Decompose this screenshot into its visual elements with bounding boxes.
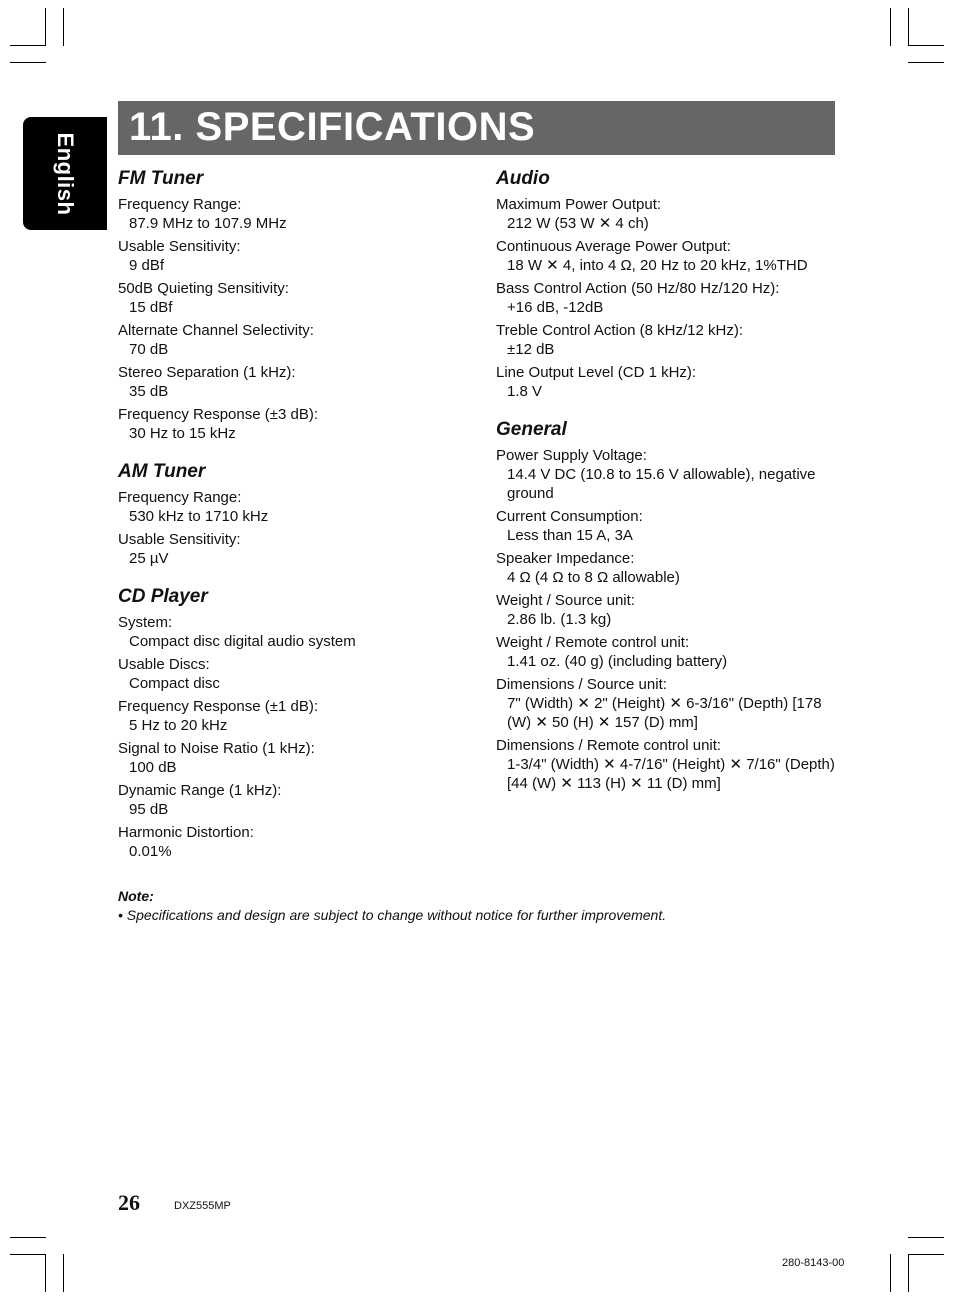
- section-heading: General: [496, 419, 567, 440]
- spec-item: [496, 321, 841, 359]
- spec-value: Less than 15 A, 3A: [507, 527, 633, 544]
- crop-mark: [890, 1254, 891, 1292]
- spec-item: [496, 195, 841, 233]
- spec-value: 35 dB: [129, 383, 169, 400]
- spec-item: [118, 655, 478, 693]
- language-tab-label: English: [53, 132, 78, 215]
- note-block: [118, 887, 838, 925]
- spec-value: 1.8 V: [507, 383, 543, 400]
- crop-mark: [63, 8, 64, 46]
- spec-item: [496, 279, 841, 317]
- spec-item: [118, 530, 478, 568]
- spec-label: Dimensions / Source unit:: [496, 676, 667, 693]
- am-tuner-section: [118, 460, 478, 568]
- spec-item: [118, 237, 478, 275]
- spec-value: 95 dB: [129, 801, 169, 818]
- page-title: 11. SPECIFICATIONS: [129, 105, 536, 149]
- spec-value: 15 dBf: [129, 299, 173, 316]
- right-column: [496, 167, 841, 797]
- spec-label: Usable Sensitivity:: [118, 238, 241, 255]
- spec-value: 4 Ω (4 Ω to 8 Ω allowable): [507, 569, 680, 586]
- spec-item: [118, 488, 478, 526]
- spec-value: 18 W ✕ 4, into 4 Ω, 20 Hz to 20 kHz, 1%THD: [507, 257, 808, 274]
- spec-value: 2.86 lb. (1.3 kg): [507, 611, 612, 628]
- document-code: 280-8143-00: [782, 1257, 845, 1269]
- spec-value: 70 dB: [129, 341, 169, 358]
- spec-label: Speaker Impedance:: [496, 550, 635, 567]
- crop-mark: [890, 8, 891, 46]
- spec-item: [496, 446, 841, 503]
- spec-item: [496, 237, 841, 275]
- spec-value: Compact disc: [129, 675, 220, 692]
- title-bar: [118, 101, 835, 155]
- spec-label: Usable Sensitivity:: [118, 531, 241, 548]
- spec-label: Signal to Noise Ratio (1 kHz):: [118, 740, 315, 757]
- model-name: DXZ555MP: [174, 1200, 231, 1212]
- section-heading: Audio: [496, 168, 550, 189]
- language-tab: [23, 117, 107, 230]
- spec-item: [496, 633, 841, 671]
- spec-label: Bass Control Action (50 Hz/80 Hz/120 Hz):: [496, 280, 780, 297]
- general-section: [496, 418, 841, 793]
- spec-value: 25 µV: [129, 550, 169, 567]
- spec-label: Frequency Response (±1 dB):: [118, 698, 318, 715]
- spec-item: [118, 613, 478, 651]
- spec-label: Harmonic Distortion:: [118, 824, 254, 841]
- spec-value: ±12 dB: [507, 341, 555, 358]
- crop-mark: [10, 1254, 46, 1255]
- section-heading: AM Tuner: [118, 461, 206, 482]
- spec-label: Power Supply Voltage:: [496, 447, 647, 464]
- spec-item: [496, 549, 841, 587]
- spec-item: [118, 363, 478, 401]
- crop-mark: [908, 45, 944, 46]
- spec-item: [118, 321, 478, 359]
- spec-label: Weight / Source unit:: [496, 592, 635, 609]
- crop-mark: [908, 1254, 944, 1255]
- spec-item: [118, 279, 478, 317]
- spec-label: Weight / Remote control unit:: [496, 634, 690, 651]
- spec-label: Frequency Range:: [118, 489, 242, 506]
- crop-mark: [908, 1237, 944, 1238]
- spec-item: [118, 781, 478, 819]
- crop-mark: [10, 45, 46, 46]
- cd-player-section: [118, 585, 478, 861]
- spec-item: [118, 823, 478, 861]
- spec-value: 530 kHz to 1710 kHz: [129, 508, 269, 525]
- spec-value: 14.4 V DC (10.8 to 15.6 V allowable), negative ground: [507, 466, 816, 502]
- left-column: [118, 167, 478, 865]
- crop-mark: [908, 1254, 909, 1292]
- spec-label: Stereo Separation (1 kHz):: [118, 364, 296, 381]
- spec-value: 0.01%: [129, 843, 172, 860]
- spec-value: 1-3/4" (Width) ✕ 4-7/16" (Height) ✕ 7/16" (Depth) [44 (W) ✕ 113 (H) ✕ 11 (D) mm]: [507, 756, 835, 792]
- spec-item: [118, 697, 478, 735]
- crop-mark: [45, 1254, 46, 1292]
- spec-value: 212 W (53 W ✕ 4 ch): [507, 215, 649, 232]
- crop-mark: [908, 62, 944, 63]
- spec-item: [118, 739, 478, 777]
- spec-label: Usable Discs:: [118, 656, 210, 673]
- spec-item: [496, 736, 841, 793]
- spec-value: 1.41 oz. (40 g) (including battery): [507, 653, 728, 670]
- spec-item: [118, 195, 478, 233]
- crop-mark: [63, 1254, 64, 1292]
- spec-label: Frequency Response (±3 dB):: [118, 406, 318, 423]
- crop-mark: [10, 1237, 46, 1238]
- spec-label: Frequency Range:: [118, 196, 242, 213]
- section-heading: FM Tuner: [118, 168, 204, 189]
- spec-label: Line Output Level (CD 1 kHz):: [496, 364, 697, 381]
- spec-item: [118, 405, 478, 443]
- note-text: • Specifications and design are subject to change without notice for further improvement.: [118, 907, 667, 923]
- spec-label: Continuous Average Power Output:: [496, 238, 731, 255]
- spec-value: 7" (Width) ✕ 2" (Height) ✕ 6-3/16" (Depth) [178 (W) ✕ 50 (H) ✕ 157 (D) mm]: [507, 695, 822, 731]
- spec-label: System:: [118, 614, 173, 631]
- spec-value: 9 dBf: [129, 257, 165, 274]
- spec-value: +16 dB, -12dB: [507, 299, 604, 316]
- section-heading: CD Player: [118, 586, 208, 607]
- spec-label: Dimensions / Remote control unit:: [496, 737, 722, 754]
- spec-label: Current Consumption:: [496, 508, 643, 525]
- spec-item: [496, 591, 841, 629]
- spec-value: 30 Hz to 15 kHz: [129, 425, 236, 442]
- spec-label: Treble Control Action (8 kHz/12 kHz):: [496, 322, 744, 339]
- spec-value: Compact disc digital audio system: [129, 633, 356, 650]
- audio-section: [496, 167, 841, 401]
- page-number: 26: [118, 1190, 140, 1215]
- spec-value: 87.9 MHz to 107.9 MHz: [129, 215, 287, 232]
- crop-mark: [10, 62, 46, 63]
- crop-mark: [908, 8, 909, 46]
- note-heading: Note:: [118, 888, 154, 904]
- spec-label: Alternate Channel Selectivity:: [118, 322, 314, 339]
- spec-label: Dynamic Range (1 kHz):: [118, 782, 282, 799]
- spec-value: 5 Hz to 20 kHz: [129, 717, 228, 734]
- spec-item: [496, 675, 841, 732]
- spec-label: 50dB Quieting Sensitivity:: [118, 280, 289, 297]
- spec-item: [496, 363, 841, 401]
- crop-mark: [45, 8, 46, 46]
- spec-value: 100 dB: [129, 759, 177, 776]
- spec-item: [496, 507, 841, 545]
- spec-label: Maximum Power Output:: [496, 196, 662, 213]
- fm-tuner-section: [118, 167, 478, 443]
